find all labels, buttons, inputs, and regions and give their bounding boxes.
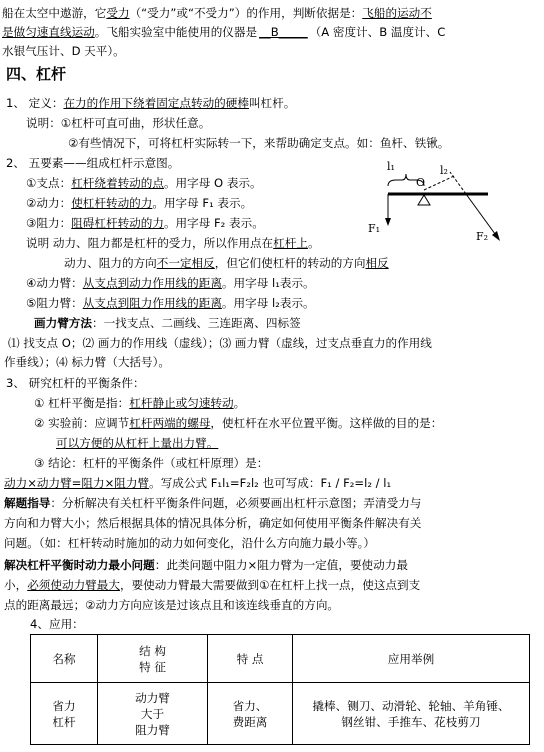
text: 。 [307,236,320,250]
table-row [31,683,530,745]
subheading: 3、 研究杠杆的平衡条件： [6,376,145,390]
answer: 阻碍杠杆转动的力 [71,216,164,230]
text: ① 杠杆平衡是指： [34,396,130,410]
l2-label: l₂ [440,164,448,177]
text: 。用字母 F₁ 表示。 [152,196,253,210]
element-line [26,195,252,211]
definition [6,95,295,111]
formula-line [4,475,391,491]
header-cell: 结 构 特 征 [98,635,208,683]
text: 。 [233,396,246,410]
l1-label: l₁ [387,160,395,173]
text: ，但它们使杠杆的转动的方向 [214,256,366,270]
text-line: 问题。（如：杠杆转动时施加的动力如何变化，沿什么方向施力最小等。） [4,536,375,550]
f1-label: F₁ [368,222,381,235]
table-header-row [31,635,530,683]
answer: 杠杆上 [273,236,308,250]
text-line [4,557,408,573]
text: 叫杠杆。 [248,96,296,110]
header-cell: 特 点 [208,635,293,683]
text: 。用字母 O 表示。 [163,176,262,190]
note: ②有些情况下，可将杠杆实际转一下，来帮助确定支点。如：鱼杆、铁锹。 [68,136,450,150]
element-line [26,215,264,231]
element-line [26,175,262,191]
header-cell: 应用举例 [293,635,530,683]
text: 1、 定义： [6,96,64,110]
answer: 必须使动力臂最大 [27,578,120,592]
text: ，使杠杆在水平位置平衡。这样做的目的是： [210,416,443,430]
text: ：此类问题中阻力×阻力臂为一定值，要使动力最 [154,558,408,572]
table-cell: 动力臂 大于 阻力臂 [98,683,208,745]
text-line [4,577,420,593]
table-cell: 撬棒、铡刀、动滑轮、轮轴、羊角锤、 钢丝钳、手推车、花枝剪刀 [293,683,530,745]
note-line [26,235,320,251]
text: ，要使动力臂最大需要做到①在杠杆上找一点，使这点到支 [119,578,421,592]
text-line: ③ 结论：杠杆的平衡条件（或杠杆原理）是： [34,456,269,470]
text: ③阻力： [26,216,72,230]
text-line [34,395,245,411]
text: ④动力臂： [26,276,83,290]
answer: 杠杆静止或匀速转动 [129,396,234,410]
subheading: 4、应用： [30,617,84,631]
answer: 从支点到动力作用线的距离 [82,276,222,290]
text: （A 密度计、B 温度计、C [309,25,446,39]
text-line: 水银气压计、D 天平）。 [2,44,125,58]
answer: 飞船的运动不 [362,6,432,20]
text: ①支点： [26,176,72,190]
text: 。写成公式 F₁l₁=F₂l₂ 也可写成：F₁ / F₂=l₂ / l₁ [149,476,392,490]
l2-arm [424,176,454,190]
note: 说明：①杠杆可直可曲，形状任意。 [26,116,211,130]
text-line: ⑴ 找支点 O；⑵ 画力的作用线（虚线）；⑶ 画力臂（虚线，过支点垂直力的作用线 [8,336,432,350]
method-line [34,315,301,331]
text: ⑤阻力臂： [26,296,83,310]
text: 船在太空中遨游，它 [2,6,107,20]
section-heading: 四、杠杆 [6,65,67,83]
text: （“受力”或“不受力”）的作用，判断依据是： [129,6,363,20]
text: ②动力： [26,196,72,210]
subheading: 2、 五要素——组成杠杆示意图。 [6,156,180,170]
text-line [34,415,442,431]
text: ② 实验前：应调节 [34,416,130,430]
element-line [26,275,315,291]
f2-arrowhead [492,231,500,241]
answer: 在力的作用下绕着固定点转动的硬棒 [63,96,249,110]
answer: 杠杆两端的螺母 [129,416,211,430]
element-line [26,295,315,311]
text-line [2,24,445,40]
text: 动力、阻力的方向 [64,256,157,270]
answer: 可以方便的从杠杆上量出力臂。 [56,436,219,450]
text-line: 方向和力臂大小；然后根据具体的情况具体分析，确定如何使用平衡条件解决有关 [4,516,422,530]
f2-label: F₂ [476,230,489,243]
f2-action-line [450,172,466,194]
text: 。用字母 F₂ 表示。 [163,216,264,230]
header-cell: 名称 [31,635,98,683]
text-line: 作垂线）；⑷ 标力臂（大括号）。 [4,355,170,369]
fulcrum-icon [418,195,430,205]
bold-label: 解题指导 [4,496,51,510]
answer: 使杠杆转动的力 [71,196,153,210]
text: ：分析解决有关杠杆平衡条件问题，必须要画出杠杆示意图；弄清受力与 [50,496,422,510]
fulcrum-label: O [416,176,426,189]
answer: 是做匀速直线运动 [2,25,95,39]
answer: __B_____ [259,25,308,39]
answer: 动力×动力臂=阻力×阻力臂 [4,476,150,490]
lever-diagram [368,160,510,245]
text: 。飞船实验室中能使用的仪器是 [94,25,258,39]
bold-label: 画力臂方法 [34,316,92,330]
f1-arrowhead [385,218,391,226]
answer: 从支点到阻力作用线的距离 [82,296,222,310]
bold-label: 解决杠杆平衡时动力最小问题 [4,558,155,572]
application-table [30,634,530,745]
text-line [4,495,421,511]
answer: 受力 [106,6,130,20]
note-line [64,255,389,271]
text: 。用字母 l₁表示。 [221,276,315,290]
table-cell: 省力、 费距离 [208,683,293,745]
text-line: 点的距离最远；②动力方向应该是过该点且和该连线垂直的方向。 [4,598,340,612]
text: 小， [4,578,28,592]
text: 。用字母 l₂表示。 [221,296,315,310]
text: ：一找支点、二画线、三连距离、四标签 [91,316,301,330]
text-line [2,5,432,21]
answer: 相反 [365,256,389,270]
answer: 杠杆绕着转动的点 [71,176,164,190]
table-cell: 省力 杠杆 [31,683,98,745]
answer: 不一定相反 [156,256,215,270]
text: 说明 动力、阻力都是杠杆的受力，所以作用点在 [26,236,274,250]
